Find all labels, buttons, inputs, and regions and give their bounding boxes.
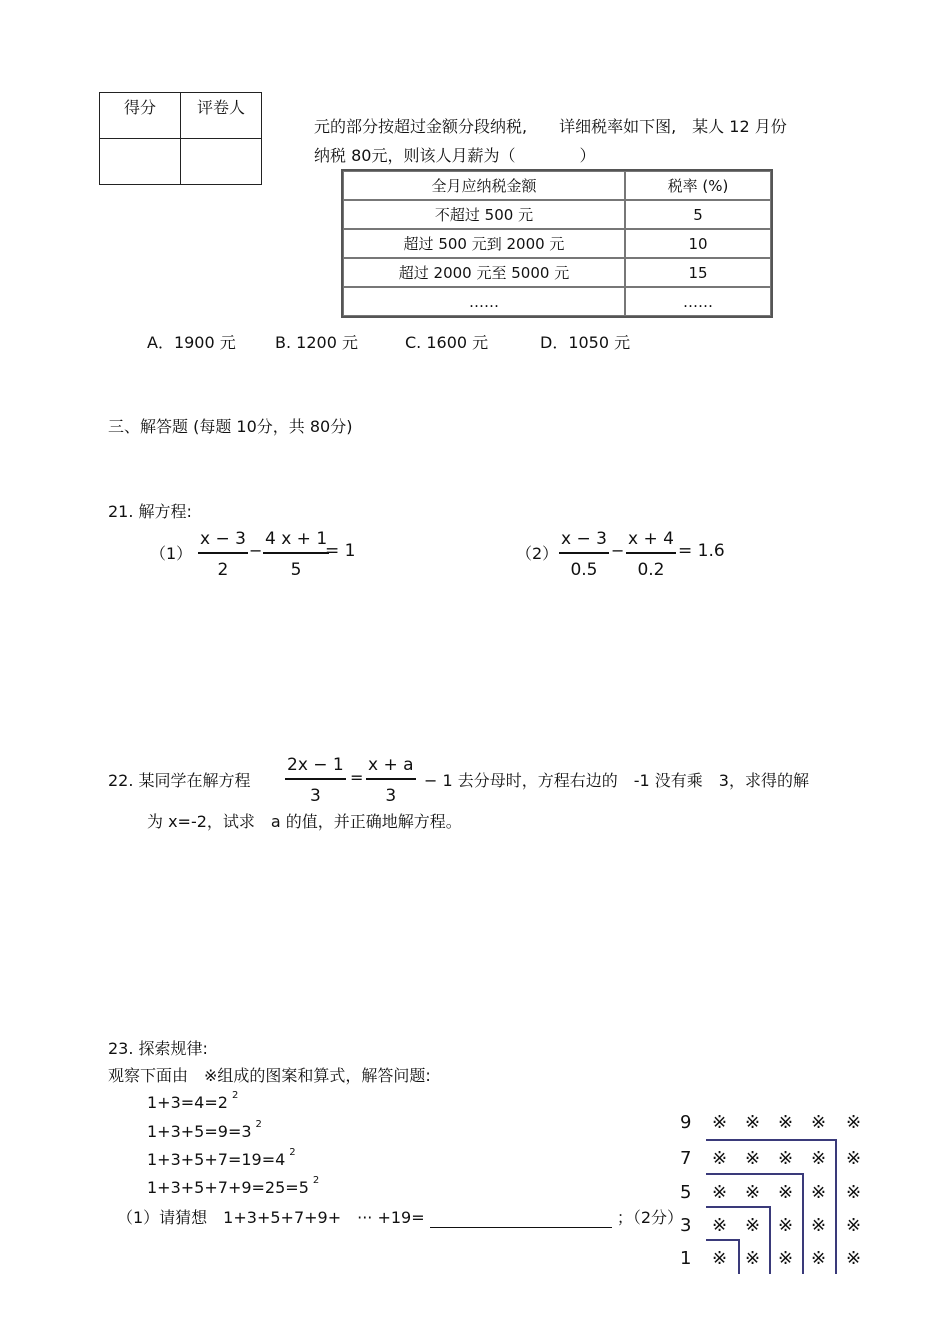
tax-cell: 5 (625, 200, 771, 229)
q21-title: 21. 解方程: (108, 502, 192, 521)
grid-symbol: ※ (712, 1215, 728, 1236)
fraction-numerator: x + a (368, 755, 414, 775)
grid-symbol: ※ (846, 1182, 862, 1203)
grid-symbol: ※ (745, 1112, 761, 1133)
q21-p2-rhs: = 1.6 (678, 541, 725, 561)
fraction-denominator: 3 (309, 785, 321, 806)
tax-cell: 10 (625, 229, 771, 258)
q22-fraction1 (285, 755, 346, 806)
grid-divider-line (769, 1206, 771, 1274)
table-row (343, 229, 771, 258)
option-d: D．1050 元 (540, 333, 631, 352)
fraction-numerator: 4 x + 1 (265, 529, 328, 549)
grid-symbol: ※ (846, 1112, 862, 1133)
fraction-numerator: x − 3 (561, 529, 607, 549)
grid-symbol: ※ (778, 1112, 794, 1133)
score-cell (100, 139, 181, 185)
fraction-numerator: x + 4 (628, 529, 674, 549)
grid-symbol: ※ (811, 1112, 827, 1133)
table-row (343, 258, 771, 287)
formula-exponent: 2 (289, 1147, 296, 1158)
grid-symbol: ※ (778, 1148, 794, 1169)
fraction-numerator: 2x − 1 (287, 755, 344, 775)
tax-cell: 超过 2000 元至 5000 元 (343, 258, 625, 287)
minus-sign: − (611, 541, 625, 560)
grid-symbol: ※ (712, 1148, 728, 1169)
grid-row-label: 5 (680, 1182, 692, 1203)
grid-divider-line (738, 1239, 740, 1274)
q20-text-line2: 纳税 80元，则该人月薪为（ ） (314, 146, 596, 165)
tax-cell: 15 (625, 258, 771, 287)
formula-exponent: 2 (231, 1090, 239, 1101)
grid-symbol: ※ (745, 1248, 761, 1269)
grid-divider-line (802, 1173, 804, 1274)
q23-title: 23. 探索规律: (108, 1039, 208, 1058)
option-b: B. 1200 元 (275, 333, 358, 352)
fraction-denominator: 2 (217, 559, 229, 580)
grid-divider-line (706, 1173, 803, 1175)
q23-part1-prefix: （1）请猜想 1+3+5+7+9+ ··· +19= (117, 1208, 425, 1227)
fraction-denominator: 0.5 (570, 559, 598, 580)
grid-divider-line (706, 1206, 770, 1208)
tax-cell: 不超过 500 元 (343, 200, 625, 229)
formula-exponent: 2 (255, 1119, 262, 1130)
q21-p2-fraction2 (626, 529, 676, 580)
q22-fraction2 (366, 755, 416, 806)
formula-text: 1+3=4=2 (147, 1093, 228, 1112)
q23-part1 (117, 1205, 683, 1228)
q22-suffix: − 1 去分母时，方程右边的 -1 没有乘 3，求得的解 (424, 771, 809, 790)
grid-symbol: ※ (745, 1148, 761, 1169)
tax-rate-table (341, 169, 773, 318)
equals-sign: = (350, 768, 364, 787)
q21-p1-fraction1 (198, 529, 248, 580)
grid-symbol: ※ (846, 1148, 862, 1169)
fraction-denominator: 3 (385, 785, 397, 806)
grid-symbol: ※ (712, 1182, 728, 1203)
grader-cell (181, 139, 262, 185)
grid-row-label: 3 (680, 1215, 692, 1236)
q21-part2-label: （2） (516, 544, 559, 563)
tax-header-amount: 全月应纳税金额 (343, 171, 625, 200)
q21-p1-rhs: = 1 (325, 541, 356, 561)
grid-symbol: ※ (778, 1248, 794, 1269)
score-box (99, 92, 262, 185)
grid-symbol: ※ (846, 1248, 862, 1269)
grid-symbol: ※ (811, 1148, 827, 1169)
grid-symbol: ※ (745, 1215, 761, 1236)
grader-header: 评卷人 (181, 93, 262, 139)
answer-blank[interactable] (430, 1211, 612, 1228)
fraction-numerator: x − 3 (200, 529, 246, 549)
q22-line2: 为 x=-2，试求 a 的值，并正确地解方程。 (147, 812, 462, 831)
formula-text: 1+3+5+7+9=25=5 (147, 1178, 309, 1197)
grid-row-label: 9 (680, 1112, 692, 1133)
section-title: 三、解答题 (每题 10分，共 80分) (108, 417, 353, 436)
fraction-denominator: 5 (290, 559, 302, 580)
q21-p2-fraction1 (559, 529, 609, 580)
grid-symbol: ※ (712, 1112, 728, 1133)
grid-symbol: ※ (778, 1215, 794, 1236)
table-row (343, 287, 771, 316)
grid-symbol: ※ (811, 1248, 827, 1269)
formula-line (147, 1175, 320, 1197)
grid-row-label: 7 (680, 1148, 692, 1169)
formula-text: 1+3+5+7=19=4 (147, 1150, 286, 1169)
grid-divider-line (706, 1139, 836, 1141)
q21-part1-label: （1） (150, 544, 193, 563)
option-a: A．1900 元 (147, 333, 236, 352)
q20-text-line1: 元的部分按超过金额分段纳税, 详细税率如下图, 某人 12 月份 (314, 117, 787, 136)
formula-line (147, 1147, 296, 1169)
formula-exponent: 2 (312, 1175, 320, 1186)
option-c: C. 1600 元 (405, 333, 489, 352)
score-header: 得分 (100, 93, 181, 139)
formula-line (147, 1090, 239, 1112)
q23-intro: 观察下面由 ※组成的图案和算式，解答问题: (108, 1066, 431, 1085)
tax-header-rate: 税率 (%) (625, 171, 771, 200)
minus-sign: − (249, 541, 263, 560)
tax-cell: …… (625, 287, 771, 316)
formula-text: 1+3+5=9=3 (147, 1122, 252, 1141)
grid-symbol: ※ (712, 1248, 728, 1269)
grid-row-label: 1 (680, 1248, 692, 1269)
grid-symbol: ※ (846, 1215, 862, 1236)
grid-divider-line (835, 1139, 837, 1274)
grid-symbol: ※ (811, 1182, 827, 1203)
grid-divider-line (706, 1239, 739, 1241)
q23-part1-suffix: ；（2分） (616, 1208, 684, 1227)
grid-symbol: ※ (745, 1182, 761, 1203)
grid-symbol: ※ (811, 1215, 827, 1236)
formula-line (147, 1119, 262, 1141)
table-row (343, 200, 771, 229)
q21-p1-fraction2 (263, 529, 329, 580)
fraction-denominator: 0.2 (637, 559, 665, 580)
tax-cell: …… (343, 287, 625, 316)
q22-prefix: 22. 某同学在解方程 (108, 771, 251, 790)
tax-cell: 超过 500 元到 2000 元 (343, 229, 625, 258)
grid-symbol: ※ (778, 1182, 794, 1203)
